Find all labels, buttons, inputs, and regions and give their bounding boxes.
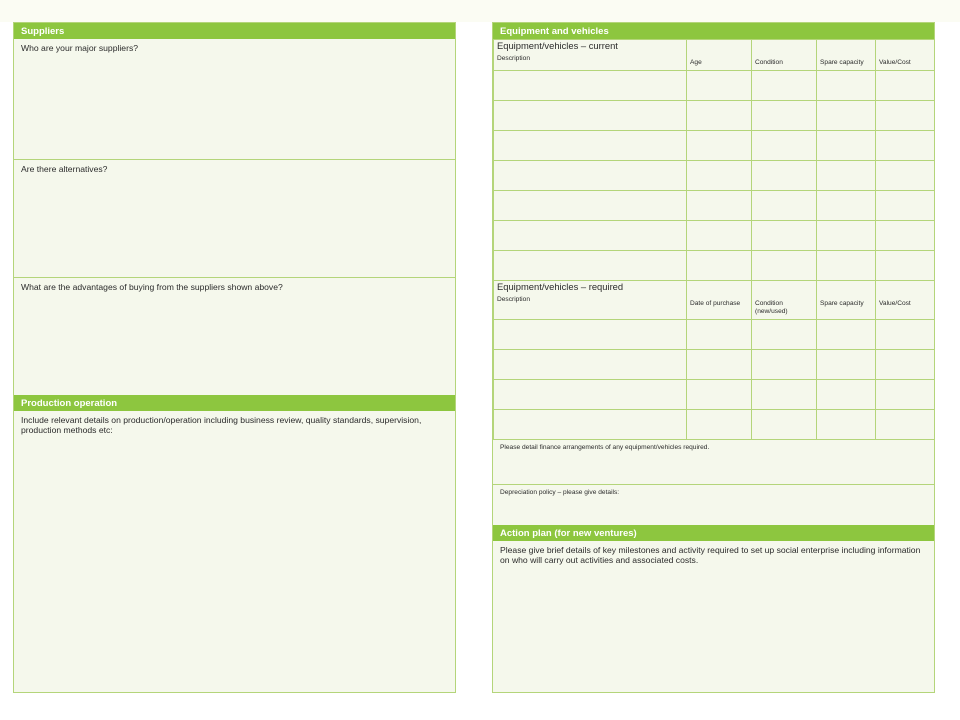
- suppliers-q3-label: What are the advantages of buying from the suppliers shown above?: [21, 282, 283, 292]
- table-cell[interactable]: [752, 410, 817, 440]
- table-cell[interactable]: [817, 350, 876, 380]
- table-cell[interactable]: [494, 221, 687, 251]
- col-spare-capacity: Spare capacity: [820, 300, 864, 307]
- table-cell[interactable]: [494, 410, 687, 440]
- current-value-header: [876, 40, 936, 71]
- table-cell[interactable]: [687, 71, 752, 101]
- col-date-of-purchase: Date of purchase: [690, 300, 741, 307]
- equipment-current-table: [493, 39, 935, 440]
- required-date-header: [687, 281, 752, 320]
- suppliers-q2-label: Are there alternatives?: [21, 164, 108, 174]
- table-cell[interactable]: [494, 380, 687, 410]
- table-cell[interactable]: [817, 221, 876, 251]
- table-row: [494, 221, 936, 251]
- depreciation-box[interactable]: [493, 485, 934, 525]
- depreciation-label: Depreciation policy – please give details:: [500, 489, 620, 496]
- table-cell[interactable]: [817, 251, 876, 281]
- table-cell[interactable]: [752, 161, 817, 191]
- col-age: Age: [690, 59, 702, 66]
- table-cell[interactable]: [494, 71, 687, 101]
- table-cell[interactable]: [494, 161, 687, 191]
- table-cell[interactable]: [817, 380, 876, 410]
- table-cell[interactable]: [687, 101, 752, 131]
- production-header: Production operation: [14, 395, 455, 411]
- production-prompt: Include relevant details on production/operation including business review, quality standards, supervision, production methods etc:: [21, 415, 422, 435]
- finance-note-box[interactable]: [493, 440, 934, 485]
- table-cell[interactable]: [494, 251, 687, 281]
- table-cell[interactable]: [876, 380, 936, 410]
- action-plan-header: Action plan (for new ventures): [493, 525, 934, 541]
- col-value-cost: Value/Cost: [879, 59, 911, 66]
- suppliers-q1-label: Who are your major suppliers?: [21, 43, 139, 53]
- equipment-required-header-row: [494, 281, 936, 320]
- finance-note-label: Please detail finance arrangements of any equipment/vehicles required.: [500, 444, 710, 451]
- table-cell[interactable]: [817, 191, 876, 221]
- table-cell[interactable]: [752, 251, 817, 281]
- table-cell[interactable]: [687, 131, 752, 161]
- table-cell[interactable]: [876, 191, 936, 221]
- table-cell[interactable]: [817, 320, 876, 350]
- background-decoration: [0, 0, 960, 22]
- table-cell[interactable]: [752, 71, 817, 101]
- table-cell[interactable]: [687, 380, 752, 410]
- table-row: [494, 251, 936, 281]
- required-spare-header: [817, 281, 876, 320]
- current-spare-header: [817, 40, 876, 71]
- col-value-cost: Value/Cost: [879, 300, 911, 307]
- table-cell[interactable]: [494, 131, 687, 161]
- table-cell[interactable]: [817, 410, 876, 440]
- table-cell[interactable]: [817, 101, 876, 131]
- table-row: [494, 131, 936, 161]
- col-description: Description: [497, 296, 530, 303]
- table-cell[interactable]: [876, 161, 936, 191]
- table-row: [494, 350, 936, 380]
- equipment-current-title: Equipment/vehicles – current: [497, 40, 618, 51]
- table-cell[interactable]: [876, 101, 936, 131]
- table-cell[interactable]: [752, 320, 817, 350]
- col-spare-capacity: Spare capacity: [820, 59, 864, 66]
- table-cell[interactable]: [494, 320, 687, 350]
- table-cell[interactable]: [687, 410, 752, 440]
- table-cell[interactable]: [876, 320, 936, 350]
- equipment-current-header-row: [494, 40, 936, 71]
- right-form-page: [492, 22, 935, 693]
- table-cell[interactable]: [494, 350, 687, 380]
- action-plan-prompt: Please give brief details of key milestones and activity required to set up social enterprise including information on who will carry out activities and associated costs.: [500, 545, 921, 565]
- current-description-header: [494, 40, 687, 71]
- table-cell[interactable]: [494, 191, 687, 221]
- table-cell[interactable]: [817, 161, 876, 191]
- table-cell[interactable]: [752, 191, 817, 221]
- table-cell[interactable]: [687, 350, 752, 380]
- table-cell[interactable]: [752, 101, 817, 131]
- current-age-header: [687, 40, 752, 71]
- required-description-header: [494, 281, 687, 320]
- table-cell[interactable]: [876, 71, 936, 101]
- left-form-page: [13, 22, 456, 693]
- action-plan-box[interactable]: [493, 541, 934, 693]
- table-cell[interactable]: [876, 410, 936, 440]
- table-cell[interactable]: [876, 131, 936, 161]
- table-row: [494, 191, 936, 221]
- col-condition-new-used: Condition (new/used): [755, 300, 788, 315]
- equipment-required-title: Equipment/vehicles – required: [497, 281, 624, 292]
- table-cell[interactable]: [817, 131, 876, 161]
- table-cell[interactable]: [687, 221, 752, 251]
- table-cell[interactable]: [494, 101, 687, 131]
- table-cell[interactable]: [817, 71, 876, 101]
- table-cell[interactable]: [687, 251, 752, 281]
- table-row: [494, 71, 936, 101]
- table-cell[interactable]: [687, 161, 752, 191]
- table-cell[interactable]: [876, 251, 936, 281]
- suppliers-header: Suppliers: [14, 23, 455, 39]
- table-cell[interactable]: [876, 350, 936, 380]
- col-condition: Condition: [755, 59, 783, 66]
- col-description: Description: [497, 55, 530, 62]
- production-box[interactable]: [14, 411, 455, 693]
- table-row: [494, 320, 936, 350]
- table-cell[interactable]: [687, 320, 752, 350]
- table-cell[interactable]: [752, 350, 817, 380]
- table-cell[interactable]: [752, 221, 817, 251]
- table-cell[interactable]: [687, 191, 752, 221]
- table-cell[interactable]: [752, 131, 817, 161]
- suppliers-q1-box[interactable]: [14, 39, 455, 160]
- required-condition-header: [752, 281, 817, 320]
- table-row: [494, 380, 936, 410]
- suppliers-q3-box[interactable]: [14, 278, 455, 395]
- equipment-header: Equipment and vehicles: [493, 23, 934, 39]
- table-cell[interactable]: [876, 221, 936, 251]
- current-condition-header: [752, 40, 817, 71]
- suppliers-q2-box[interactable]: [14, 160, 455, 278]
- table-row: [494, 161, 936, 191]
- table-cell[interactable]: [752, 380, 817, 410]
- table-row: [494, 101, 936, 131]
- required-value-header: [876, 281, 936, 320]
- table-row: [494, 410, 936, 440]
